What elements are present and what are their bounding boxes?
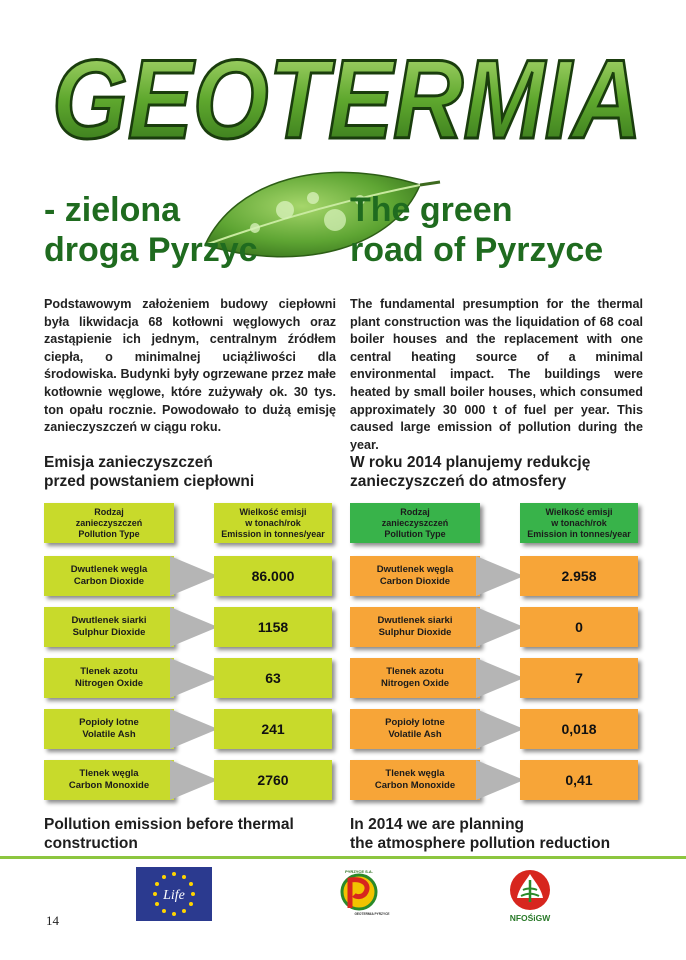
type-pl: Tlenek azotu [80,666,138,677]
geotermia-title [40,37,660,162]
arrow-icon [476,760,524,800]
type-en: Carbon Dioxide [379,576,451,587]
arrow-icon [170,556,218,596]
geotermia-pyrzyce-logo [328,866,390,924]
arrow-icon [476,658,524,698]
right-header-type-l1: Rodzaj [400,506,430,517]
type-en: Nitrogen Oxide [74,678,144,689]
type-en: Sulphur Dioxide [72,627,146,638]
type-en: Carbon Monoxide [374,780,456,791]
left-header-emission-l3: Emission in tonnes/year [221,528,325,539]
arrow-icon [476,709,524,749]
left-caption-line1: Pollution emission before thermal [44,816,294,833]
subtitle-pl-line1: - zielona [44,191,181,229]
right-section-heading [350,453,650,491]
right-caption-line1: In 2014 we are planning [350,816,525,833]
emission-value-cell: 63 [214,658,332,698]
footer-divider [0,856,686,859]
type-en: Volatile Ash [388,729,442,740]
emission-value-cell: 86.000 [214,556,332,596]
type-pl: Dwutlenek węgla [376,564,454,575]
pollution-type-cell [44,607,174,647]
arrow-icon [476,556,524,596]
pollution-type-cell [44,709,174,749]
pollution-type-cell [44,658,174,698]
arrow-icon [170,658,218,698]
left-header-emission [214,503,332,543]
right-caption [350,815,650,853]
type-pl: Tlenek węgla [385,768,445,779]
eu-life-logo [136,867,212,921]
right-caption-line2: the atmosphere pollution reduction [350,835,611,852]
left-header-type-l2: zanieczyszczeń [75,517,143,528]
type-en: Sulphur Dioxide [378,627,452,638]
page-number: 14 [46,913,59,928]
pollution-type-cell [350,658,480,698]
svg-text:GEOTERMIA PYRZYCE: GEOTERMIA PYRZYCE [354,912,390,916]
right-header-emission [520,503,638,543]
left-header-type [44,503,174,543]
emission-value-cell: 0 [520,607,638,647]
right-heading-line2: zanieczyszczeń do atmosfery [350,473,567,490]
table-row [44,607,344,647]
subtitle-pl-line2: droga Pyrzyc [44,231,258,269]
type-en: Carbon Monoxide [68,780,150,791]
svg-text:Life: Life [163,888,185,903]
nfosigw-logo [505,868,555,924]
type-pl: Dwutlenek siarki [71,615,147,626]
arrow-icon [170,709,218,749]
type-pl: Dwutlenek siarki [377,615,453,626]
table-row [350,556,650,596]
left-caption [44,815,344,853]
right-header-emission-l2: w tonach/rok [551,517,607,528]
svg-text:GEOTERMIA: GEOTERMIA [52,37,642,162]
table-row [350,709,650,749]
left-header-emission-l1: Wielkość emisji [239,506,307,517]
table-row [350,760,650,800]
emission-value-cell: 0,41 [520,760,638,800]
pollution-type-cell [44,760,174,800]
table-row [44,760,344,800]
subtitle-en-line2: road of Pyrzyce [350,231,604,269]
right-header-emission-l3: Emission in tonnes/year [527,528,631,539]
table-row [350,658,650,698]
type-pl: Tlenek azotu [386,666,444,677]
arrow-icon [170,760,218,800]
intro-paragraph-pl: Podstawowym założeniem budowy ciepłowni była likwidacja 68 kotłowni węglowych oraz zastąpienie ich jednym, centralnym źródłem ciepła, o minimalnej uciążliwości dla środowiska. Budynki były ogrzewane przez małe kotłownie węglowe, które zużywały ok. 30 tys. ton opału rocznie. Powodowało to dużą emisję zanieczyszczeń w ciągu roku. [44,297,336,435]
left-heading-line2: przed powstaniem ciepłowni [44,473,255,490]
type-pl: Tlenek węgla [79,768,139,779]
svg-text:NFOŚiGW: NFOŚiGW [509,913,551,923]
type-pl: Popioły lotne [385,717,445,728]
right-emission-table [350,503,650,803]
pollution-type-cell [350,760,480,800]
type-en: Nitrogen Oxide [380,678,450,689]
intro-paragraph-en: The fundamental presumption for the thermal plant construction was the liquidation of 68 coal boiler houses and the replacement with one central heating source of a minimal environmental impact. The buildings were heated by small boiler houses, which consumed approximately 30 000 t of fuel per year. This caused large emission of pollution during the year. [350,297,643,452]
right-heading-line1: W roku 2014 planujemy redukcję [350,454,591,471]
left-caption-line2: construction [44,835,138,852]
table-row [44,709,344,749]
emission-value-cell: 2.958 [520,556,638,596]
right-header-emission-l1: Wielkość emisji [545,506,613,517]
type-pl: Popioły lotne [79,717,139,728]
type-pl: Dwutlenek węgla [70,564,148,575]
left-header-type-l3: Pollution Type [78,528,140,539]
table-row [44,658,344,698]
left-emission-table [44,503,344,803]
subtitle-en [350,190,660,270]
subtitle-pl [44,190,324,270]
svg-text:PYRZYCE S.A.: PYRZYCE S.A. [345,869,373,874]
pollution-type-cell [350,709,480,749]
type-en: Volatile Ash [82,729,136,740]
left-heading-line1: Emisja zanieczyszczeń [44,454,213,471]
pollution-type-cell [44,556,174,596]
pollution-type-cell [350,556,480,596]
emission-value-cell: 7 [520,658,638,698]
table-row [350,607,650,647]
pollution-type-cell [350,607,480,647]
emission-value-cell: 241 [214,709,332,749]
emission-value-cell: 2760 [214,760,332,800]
right-header-type [350,503,480,543]
subtitle-en-line1: The green [350,191,513,229]
emission-value-cell: 0,018 [520,709,638,749]
right-header-type-l3: Pollution Type [384,528,446,539]
table-row [44,556,344,596]
left-header-emission-l2: w tonach/rok [245,517,301,528]
emission-value-cell: 1158 [214,607,332,647]
type-en: Carbon Dioxide [73,576,145,587]
right-header-type-l2: zanieczyszczeń [381,517,449,528]
left-header-type-l1: Rodzaj [94,506,124,517]
arrow-icon [170,607,218,647]
left-section-heading [44,453,334,491]
arrow-icon [476,607,524,647]
